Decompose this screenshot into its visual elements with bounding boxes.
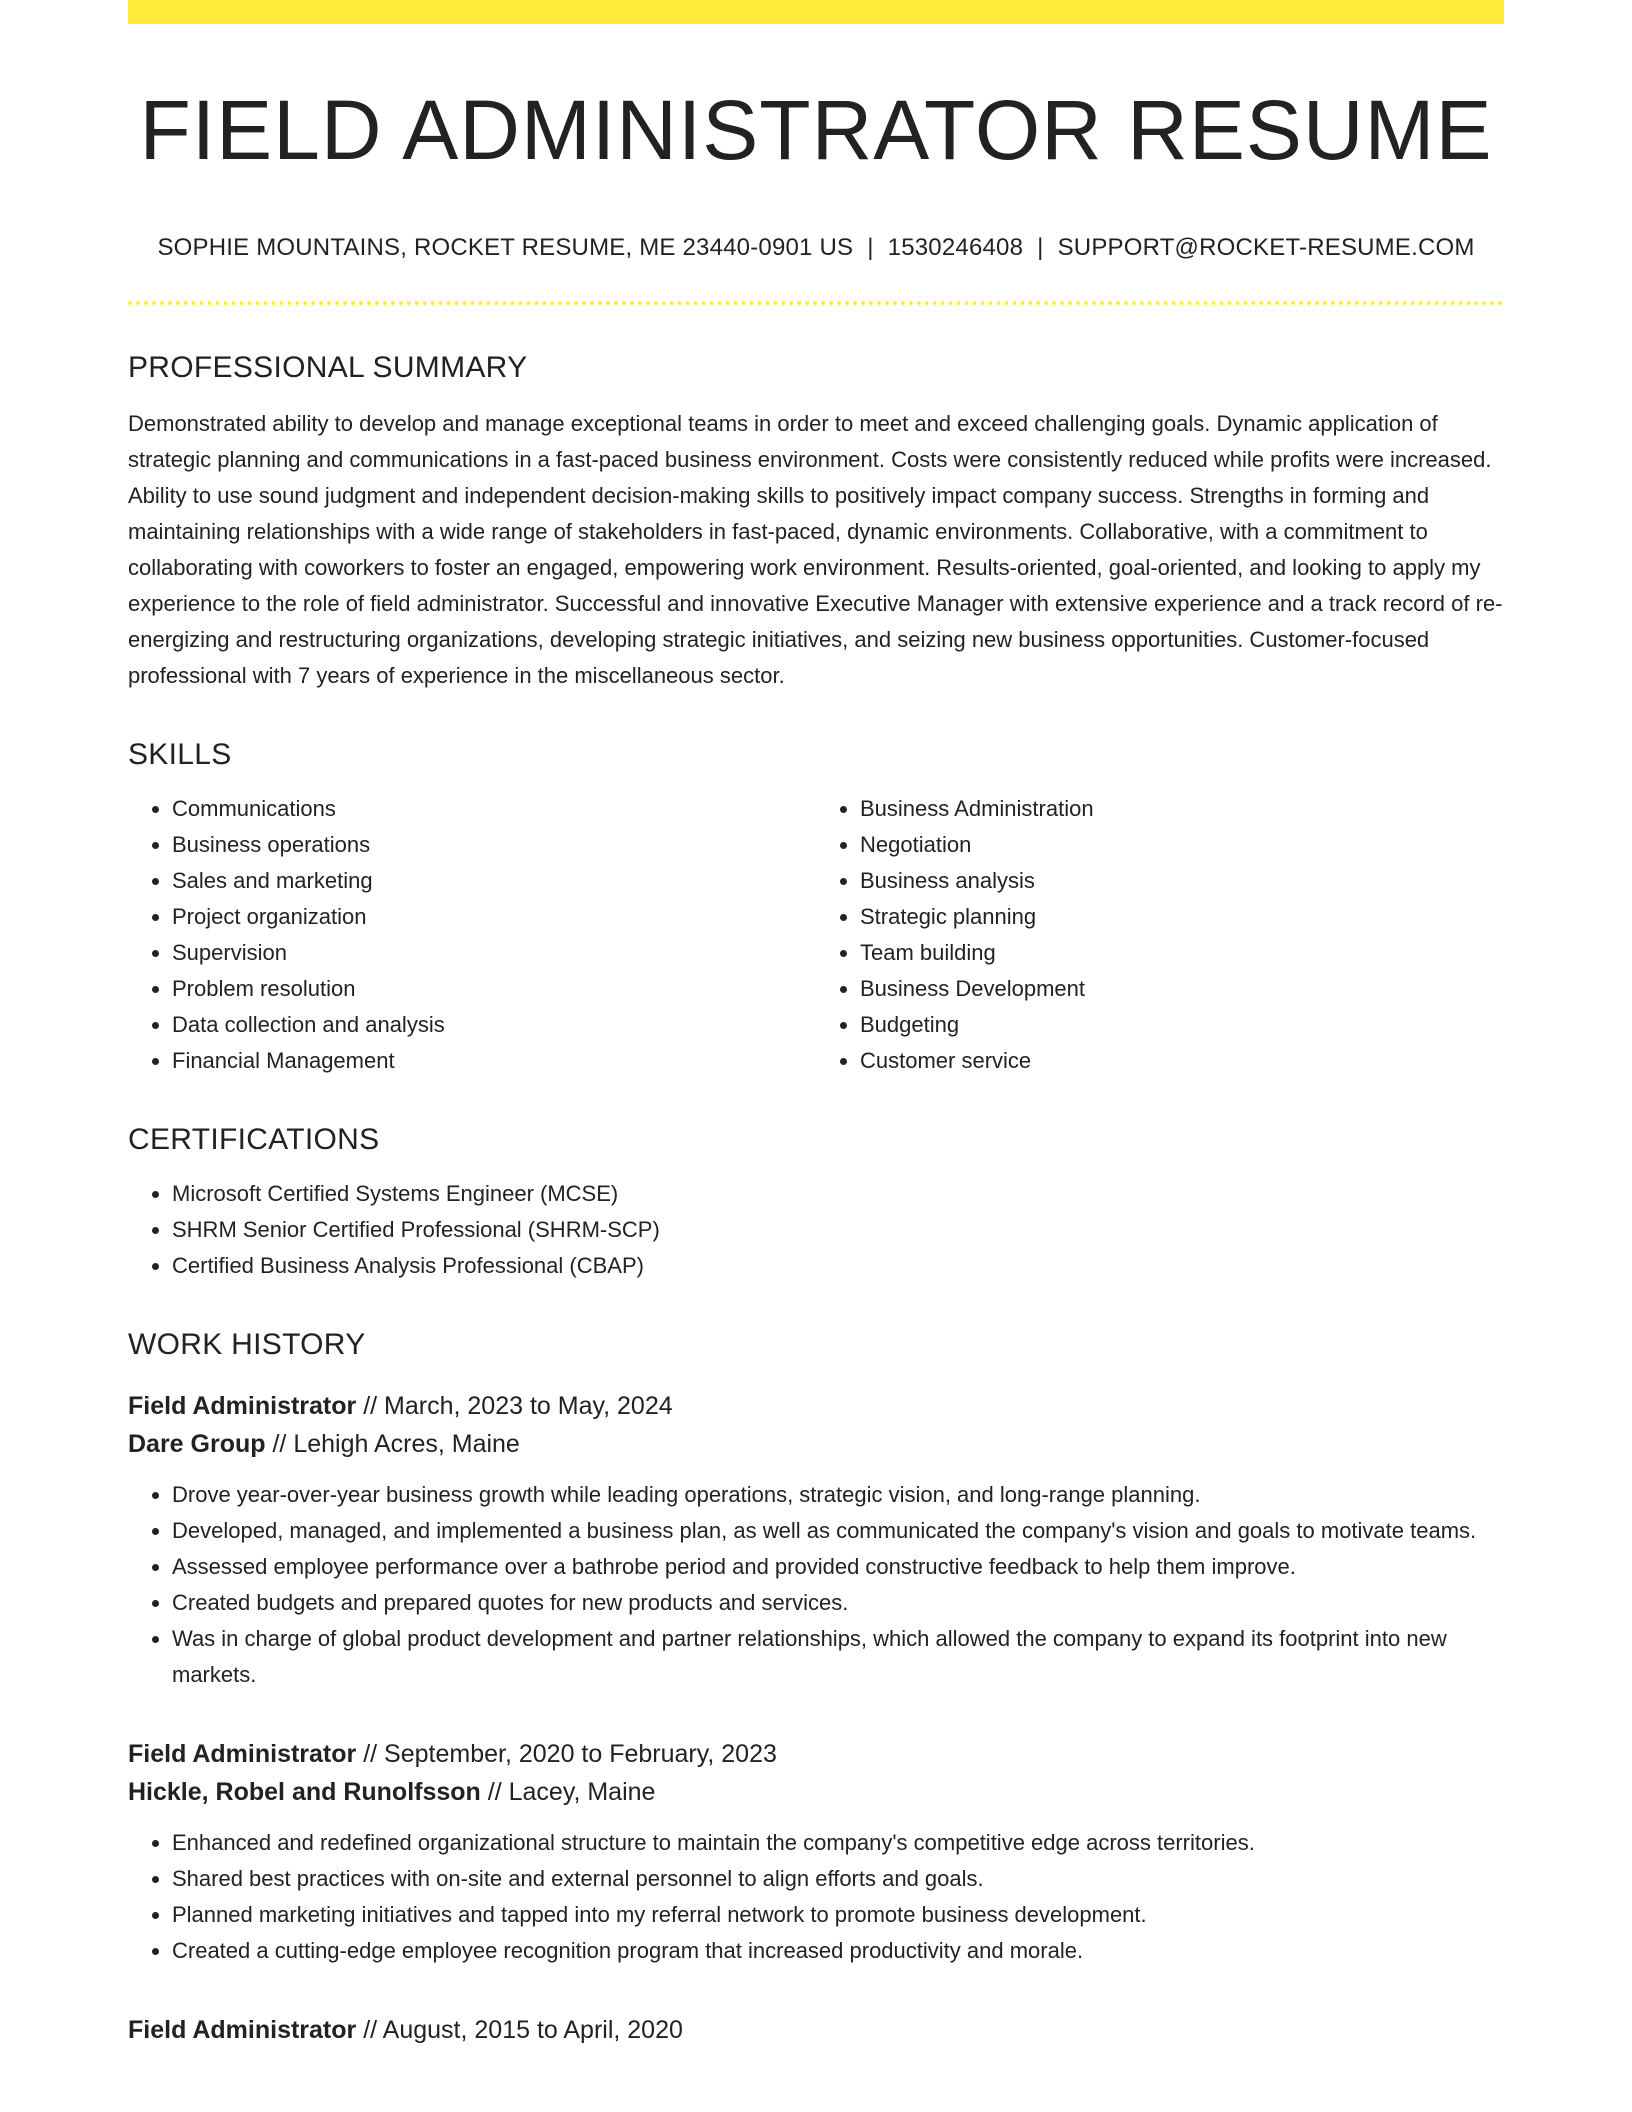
- skill-item: • Customer service: [860, 1043, 1504, 1079]
- skill-item: • Business analysis: [860, 863, 1504, 899]
- contact-phone: 1530246408: [887, 234, 1024, 262]
- contact-email: SUPPORT@ROCKET-RESUME.COM: [1057, 234, 1475, 262]
- job-location: // Lehigh Acres, Maine: [265, 1430, 520, 1459]
- skill-item: • Sales and marketing: [172, 863, 816, 899]
- skill-item: • Supervision: [172, 935, 816, 971]
- resume-page: [128, 0, 1504, 2049]
- skill-item: • Budgeting: [860, 1007, 1504, 1043]
- job-bullet: • Shared best practices with on-site and external personnel to align efforts and goals.: [172, 1861, 1504, 1897]
- skill-item: • Communications: [172, 791, 816, 827]
- summary-heading: PROFESSIONAL SUMMARY: [128, 351, 528, 385]
- job-title: Field Administrator: [128, 1740, 357, 1769]
- skill-item: • Project organization: [172, 899, 816, 935]
- certification-item: • Microsoft Certified Systems Engineer (MCSE): [172, 1176, 1504, 1212]
- top-accent-bar: [128, 0, 1504, 24]
- job-bullet: • Planned marketing initiatives and tapped into my referral network to promote business development.: [172, 1897, 1504, 1933]
- skill-item: • Financial Management: [172, 1043, 816, 1079]
- certification-item: • Certified Business Analysis Professional (CBAP): [172, 1248, 1504, 1284]
- job-bullet: • Developed, managed, and implemented a business plan, as well as communicated the company's vision and goals to motivate teams.: [172, 1513, 1504, 1549]
- summary-text: Demonstrated ability to develop and manage exceptional teams in order to meet and exceed challenging goals. Dynamic application of strategic planning and communications in a fast-paced business environment. Costs were consistently reduced while profits were increased. Ability to use sound judgment and independent decision-making skills to positively impact company success. Strengths in forming and maintaining relationships with a wide range of stakeholders in fast-paced, dynamic environments. Collaborative, with a commitment to collaborating with coworkers to foster an engaged, empowering work environment. Results-oriented, goal-oriented, and looking to apply my experience to the role of field administrator. Successful and innovative Executive Manager with extensive experience and a track record of re-energizing and restructuring organizations, developing strategic initiatives, and seizing new business opportunities. Customer-focused professional with 7 years of experience in the miscellaneous sector.: [128, 411, 1503, 689]
- contact-line: [128, 234, 1504, 262]
- job-bullets: [128, 1825, 1504, 1969]
- job-bullet: • Enhanced and redefined organizational structure to maintain the company's competitive edge across territories.: [172, 1825, 1504, 1861]
- certifications-list: [128, 1176, 1504, 1284]
- skills-heading: SKILLS: [128, 738, 232, 772]
- job-title-line: [128, 1387, 1504, 1425]
- job-dates: // March, 2023 to May, 2024: [356, 1392, 673, 1421]
- job-bullets: [128, 1477, 1504, 1693]
- contact-separator: |: [1037, 234, 1044, 262]
- job-title-line: [128, 1735, 1504, 1773]
- skills-list: [128, 791, 1504, 1079]
- job-bullet: • Created budgets and prepared quotes for new products and services.: [172, 1585, 1504, 1621]
- work-history-heading: WORK HISTORY: [128, 1328, 366, 1362]
- job-entry: [128, 1735, 1504, 1969]
- skill-item: • Team building: [860, 935, 1504, 971]
- job-company: Hickle, Robel and Runolfsson: [128, 1778, 481, 1807]
- job-bullet: • Drove year-over-year business growth while leading operations, strategic vision, and long-range planning.: [172, 1477, 1504, 1513]
- job-dates: // September, 2020 to February, 2023: [356, 1740, 777, 1769]
- skill-item: • Business operations: [172, 827, 816, 863]
- job-entry: [128, 2011, 1504, 2049]
- job-company: Dare Group: [128, 1430, 266, 1459]
- job-bullet: • Created a cutting-edge employee recognition program that increased productivity and morale.: [172, 1933, 1504, 1969]
- skill-item: • Data collection and analysis: [172, 1007, 816, 1043]
- contact-separator: |: [867, 234, 874, 262]
- job-dates: // August, 2015 to April, 2020: [356, 2016, 683, 2045]
- skills-column-left: [128, 791, 816, 1079]
- job-title: Field Administrator: [128, 2016, 357, 2045]
- certification-item: • SHRM Senior Certified Professional (SHRM-SCP): [172, 1212, 1504, 1248]
- job-location: // Lacey, Maine: [480, 1778, 656, 1807]
- certifications-heading: CERTIFICATIONS: [128, 1123, 380, 1157]
- job-company-line: [128, 1425, 1504, 1463]
- job-title-line: [128, 2011, 1504, 2049]
- skill-item: • Problem resolution: [172, 971, 816, 1007]
- skill-item: • Strategic planning: [860, 899, 1504, 935]
- page-title: FIELD ADMINISTRATOR RESUME: [139, 83, 1493, 177]
- contact-address: SOPHIE MOUNTAINS, ROCKET RESUME, ME 23440-0901 US: [157, 234, 854, 262]
- job-company-line: [128, 1773, 1504, 1811]
- job-bullet: • Assessed employee performance over a bathrobe period and provided constructive feedback to help them improve.: [172, 1549, 1504, 1585]
- skill-item: • Negotiation: [860, 827, 1504, 863]
- skill-item: • Business Development: [860, 971, 1504, 1007]
- dotted-divider: [128, 301, 1504, 305]
- skill-item: • Business Administration: [860, 791, 1504, 827]
- job-title: Field Administrator: [128, 1392, 357, 1421]
- job-bullet: • Was in charge of global product development and partner relationships, which allowed the company to expand its footprint into new markets.: [172, 1621, 1504, 1693]
- skills-column-right: [816, 791, 1504, 1079]
- job-entry: [128, 1387, 1504, 1693]
